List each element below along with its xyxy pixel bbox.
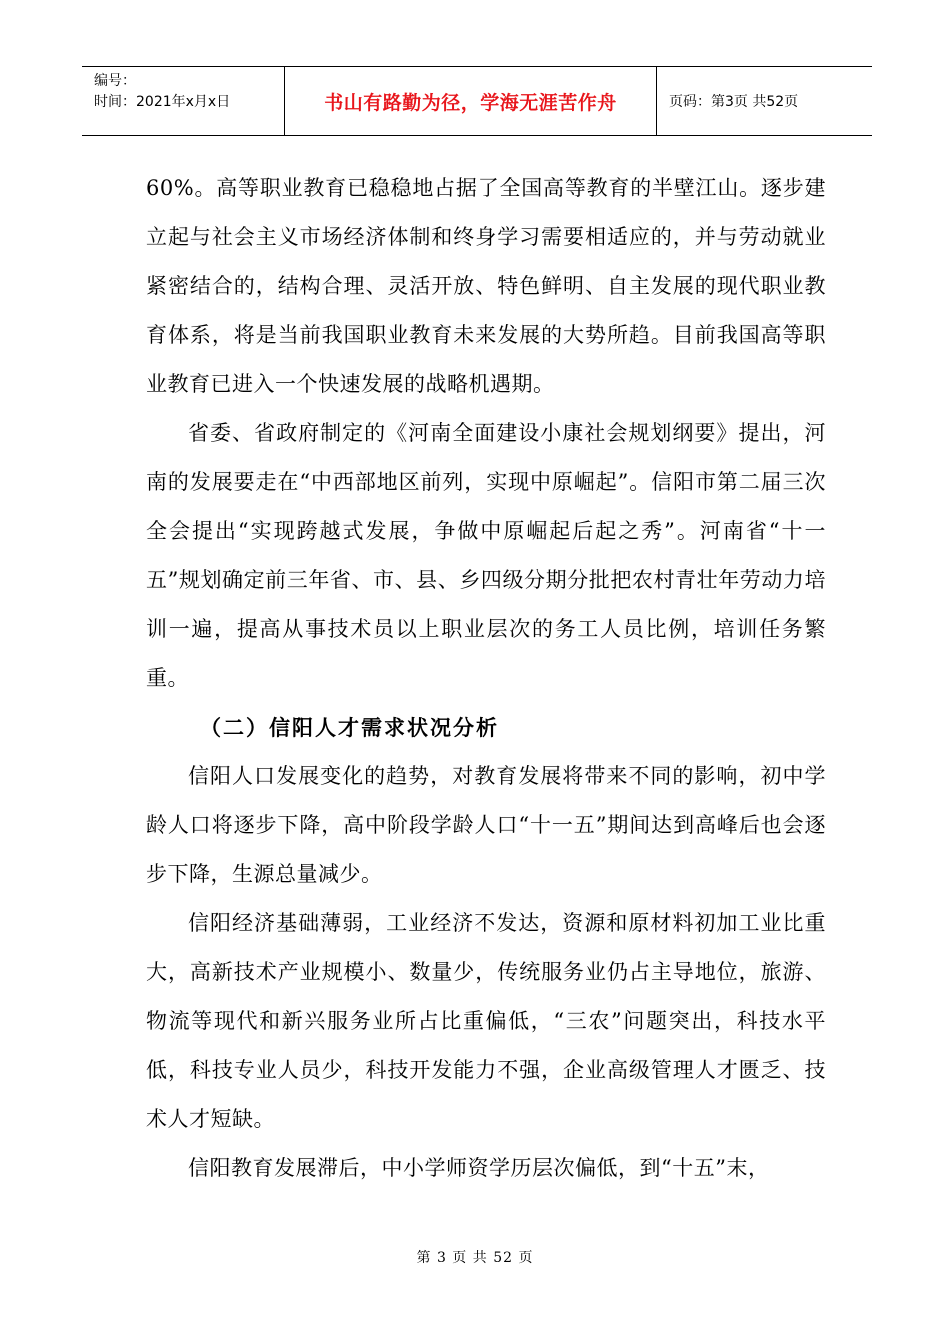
paragraph-3: 信阳人口发展变化的趋势，对教育发展将带来不同的影响，初中学龄人口将逐步下降，高中阶段学龄人口“十一五”期间达到高峰后也会逐步下降，生源总量减少。 (146, 764, 826, 886)
paragraph-1: 60%。高等职业教育已稳稳地占据了全国高等教育的半壁江山。逐步建立起与社会主义市场经济体制和终身学习需要相适应的，并与劳动就业紧密结合的，结构合理、灵活开放、特色鲜明、自主发展的现代职业教育体系，将是当前我国职业教育未来发展的大势所趋。目前我国高等职业教育已进入一个快速发展的战略机遇期。 (146, 176, 826, 396)
document-body (146, 164, 826, 1193)
paragraph-5: 信阳教育发展滞后，中小学师资学历层次偏低，到“十五”末， (188, 1156, 770, 1180)
page-footer: 第 3 页 共 52 页 (416, 1250, 534, 1266)
header-meta-cell (82, 67, 285, 135)
header-page-info: 页码：第3页 共52页 (669, 94, 799, 110)
paragraph-2: 省委、省政府制定的《河南全面建设小康社会规划纲要》提出，河南的发展要走在“中西部地区前列，实现中原崛起”。信阳市第二届三次全会提出“实现跨越式发展，争做中原崛起后起之秀”。河南省“十一五”规划确定前三年省、市、县、乡四级分期分批把农村青壮年劳动力培训一遍，提高从事技术员以上职业层次的务工人员比例，培训任务繁重。 (146, 421, 826, 690)
document-time-label: 时间：2021年x月x日 (94, 94, 231, 110)
section-heading: （二）信阳人才需求状况分析 (200, 715, 499, 740)
document-number-label: 编号： (94, 73, 136, 89)
page-header (82, 66, 872, 136)
paragraph-4: 信阳经济基础薄弱，工业经济不发达，资源和原材料初加工业比重大，高新技术产业规模小、数量少，传统服务业仍占主导地位，旅游、物流等现代和新兴服务业所占比重偏低，“三农”问题突出，科技水平低，科技专业人员少，科技开发能力不强，企业高级管理人才匮乏、技术人才短缺。 (146, 911, 826, 1131)
header-motto: 书山有路勤为径，学海无涯苦作舟 (285, 67, 657, 135)
